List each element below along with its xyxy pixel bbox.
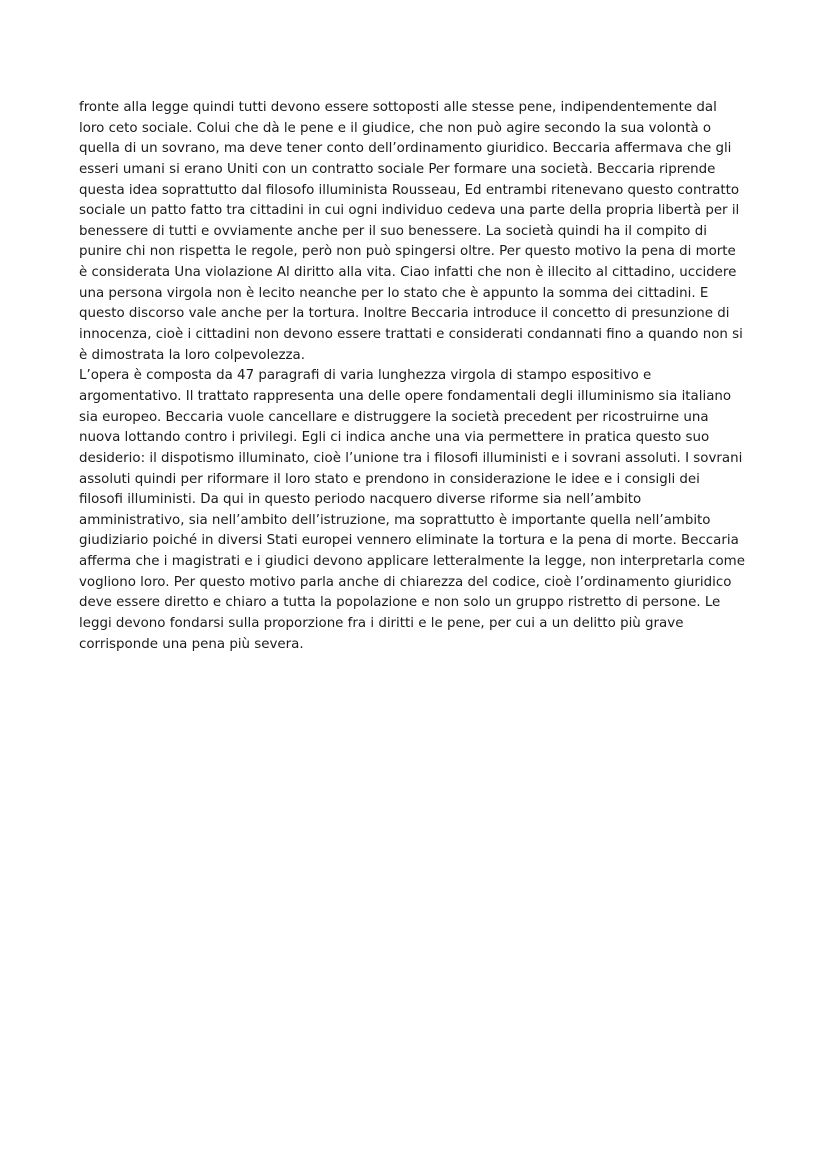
- text-line: afferma che i magistrati e i giudici devono applicare letteralmente la legge, non interpretarla come: [79, 554, 745, 570]
- text-line: nuova lottando contro i privilegi. Egli ci indica anche una via permettere in pratica questo suo: [79, 430, 710, 446]
- text-line: punire chi non rispetta le regole, però non può spingersi oltre. Per questo motivo la pena di morte: [79, 244, 736, 260]
- text-line: è considerata Una violazione Al diritto alla vita. Ciao infatti che non è illecito al cittadino, uccidere: [79, 265, 737, 281]
- text-line: sociale un patto fatto tra cittadini in cui ogni individuo cedeva una parte della propria libertà per il: [79, 203, 740, 219]
- text-line: corrisponde una pena più severa.: [79, 636, 304, 652]
- text-line: esseri umani si erano Uniti con un contratto sociale Per formare una società. Beccaria riprende: [79, 161, 716, 177]
- text-line: argomentativo. Il trattato rappresenta una delle opere fondamentali degli illuminismo sia italiano: [79, 388, 732, 404]
- text-line: una persona virgola non è lecito neanche per lo stato che è appunto la somma dei cittadini. E: [79, 285, 709, 301]
- text-line: amministrativo, sia nell’ambito dell’istruzione, ma soprattutto è importante quella nell’ambito: [79, 512, 711, 528]
- text-line: vogliono loro. Per questo motivo parla anche di chiarezza del codice, cioè l’ordinamento giuridico: [79, 574, 732, 590]
- text-line: sia europeo. Beccaria vuole cancellare e distruggere la società precedent per ricostruirne una: [79, 409, 709, 425]
- text-line: è dimostrata la loro colpevolezza.: [79, 347, 305, 363]
- text-line: filosofi illuministi. Da qui in questo periodo nacquero diverse riforme sia nell’ambito: [79, 492, 642, 508]
- text-line: desiderio: il dispotismo illuminato, cioè l’unione tra i filosofi illuministi e i sovrani assoluti. I sovrani: [79, 450, 743, 466]
- text-line: innocenza, cioè i cittadini non devono essere trattati e considerati condannati fino a quando non si: [79, 327, 743, 343]
- text-line: fronte alla legge quindi tutti devono essere sottoposti alle stesse pene, indipendentemente dal: [79, 100, 717, 115]
- text-line: benessere di tutti e ovviamente anche per il suo benessere. La società quindi ha il compito di: [79, 223, 707, 239]
- text-line: deve essere diretto e chiaro a tutta la popolazione e non solo un gruppo ristretto di persone. Le: [79, 595, 721, 611]
- text-line: loro ceto sociale. Colui che dà le pene e il giudice, che non può agire secondo la sua volontà o: [79, 120, 712, 136]
- text-line: giudiziario poiché in diversi Stati europei vennero eliminate la tortura e la pena di morte. Beccaria: [79, 533, 739, 549]
- text-line: quella di un sovrano, ma deve tener conto dell’ordinamento giuridico. Beccaria affermava che gli: [79, 141, 732, 157]
- text-line: L’opera è composta da 47 paragrafi di varia lunghezza virgola di stampo espositivo e: [79, 368, 652, 384]
- body-text: [79, 98, 769, 655]
- text-line: assoluti quindi per riformare il loro stato e prendono in considerazione le idee e i consigli dei: [79, 471, 700, 487]
- text-line: leggi devono fondarsi sulla proporzione fra i diritti e le pene, per cui a un delitto più grave: [79, 616, 684, 632]
- text-line: questo discorso vale anche per la tortura. Inoltre Beccaria introduce il concetto di presunzione di: [79, 306, 730, 322]
- text-line: questa idea soprattutto dal filosofo illuminista Rousseau, Ed entrambi ritenevano questo contratto: [79, 182, 740, 198]
